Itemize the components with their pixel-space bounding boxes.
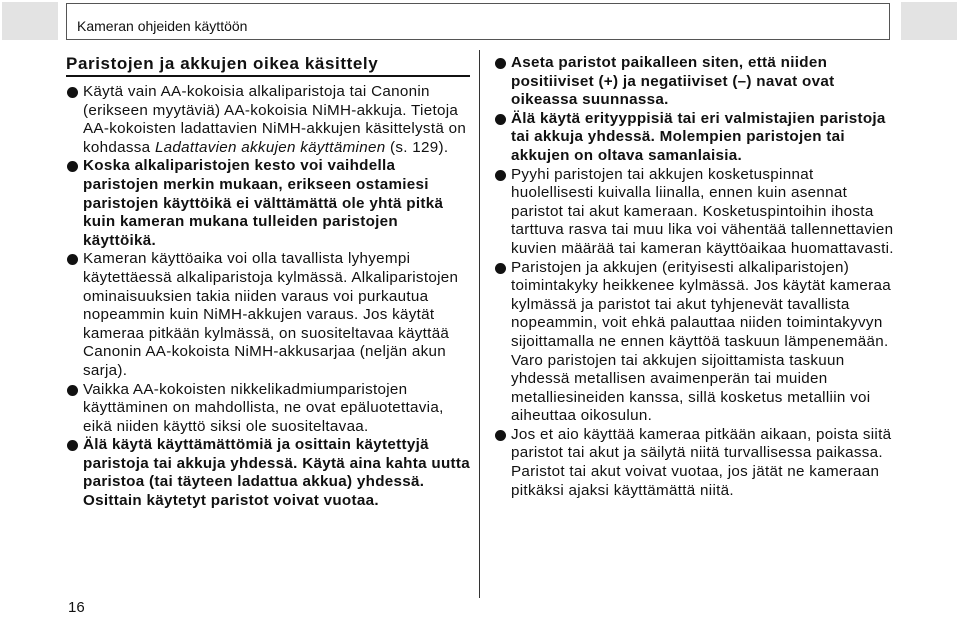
header-title: Kameran ohjeiden käyttöön [77, 18, 248, 34]
right-column [494, 54, 894, 500]
corner-tab-right [901, 2, 957, 40]
bullet-nicd: Vaikka AA-kokoisten nikkelikadmiumparistojen käyttäminen on mahdollista, ne ovat epäluotettavia, eikä niiden käyttö siksi ole suositeltavaa. [66, 381, 470, 437]
corner-tab-left [2, 2, 58, 40]
bullet-mixed-batteries: Älä käytä käyttämättömiä ja osittain käytettyjä paristoja tai akkuja yhdessä. Käytä aina kahta uutta paristoa (tai täyteen ladattua akkua) yhdessä. Osittain käytetyt paristot voivat vuotaa. [66, 436, 470, 510]
bullet-text: Käytä vain AA-kokoisia alkaliparistoja tai Canonin (erikseen myytäviä) AA-kokoisia NiMH-akkuja. Tietoja AA-kokoisten ladattavien NiMH-akkujen käsittelystä on kohdassa [83, 83, 467, 156]
left-column [66, 54, 470, 511]
bullet-cold-operation: Kameran käyttöaika voi olla tavallista lyhyempi käytettäessä alkaliparistoja kylmässä. Alkaliparistojen ominaisuuksien takia niiden varaus voi purkautua nopeammin kuin NiMH-akkujen varaus. Jos käytät kameraa pitkään kylmässä, on suositeltavaa käyttää Canonin AA-kokoista NiMH-akkusarjaa (neljän akun sarja). [66, 250, 470, 380]
page-reference: (s. 129). [385, 138, 449, 156]
cross-reference-link: Ladattavien akkujen käyttäminen [154, 138, 386, 156]
bullet-aa-batteries [66, 83, 470, 157]
bullet-polarity: Aseta paristot paikalleen siten, että niiden positiiviset (+) ja negatiiviset (–) navat ovat oikeassa suunnassa. [494, 54, 894, 110]
bullet-alkaline-life: Koska alkaliparistojen kesto voi vaihdella paristojen merkin mukaan, erikseen ostamiesi paristojen käyttöikä ei välttämättä ole yhtä pitkä kuin kameran mukana tulleiden paristojen käyttöikä. [66, 157, 470, 250]
column-divider [479, 50, 480, 598]
bullet-long-storage: Jos et aio käyttää kameraa pitkään aikaan, poista siitä paristot tai akut ja säilytä niitä turvallisessa paikassa. Paristot tai akut voivat vuotaa, jos jätät ne kameraan pitkäksi ajaksi käyttämättä niitä. [494, 426, 894, 500]
bullet-clean-terminals: Pyyhi paristojen tai akkujen kosketuspinnat huolellisesti kuivalla liinalla, ennen kuin asennat paristot tai akut kameraan. Kosketuspintoihin ihosta tarttuva rasva tai muu lika voi vähentää tallennettavien kuvien määrää tai kameran käyttöaikaa huomattavasti. [494, 166, 894, 259]
bullet-cold-performance: Paristojen ja akkujen (erityisesti alkaliparistojen) toimintakyky heikkenee kylmässä. Jos käytät kameraa kylmässä ja paristot tai akut tyhjenevät tavallista nopeammin, voit ehkä palauttaa niiden toimintakyvyn sijoittamalla ne ennen käyttöä taskuun lämpenemään. Varo paristojen tai akkujen sijoittamista taskuun yhdessä metallisen avaimenperän tai muiden metalliesineiden kanssa, sillä kosketus metalliin voi aiheuttaa oikosulun. [494, 259, 894, 426]
bullet-same-type: Älä käytä erityyppisiä tai eri valmistajien paristoja tai akkuja yhdessä. Molempien paristojen tai akkujen on oltava samanlaisia. [494, 110, 894, 166]
page-header [66, 3, 890, 40]
page-number: 16 [68, 599, 85, 616]
section-title: Paristojen ja akkujen oikea käsittely [66, 54, 470, 77]
